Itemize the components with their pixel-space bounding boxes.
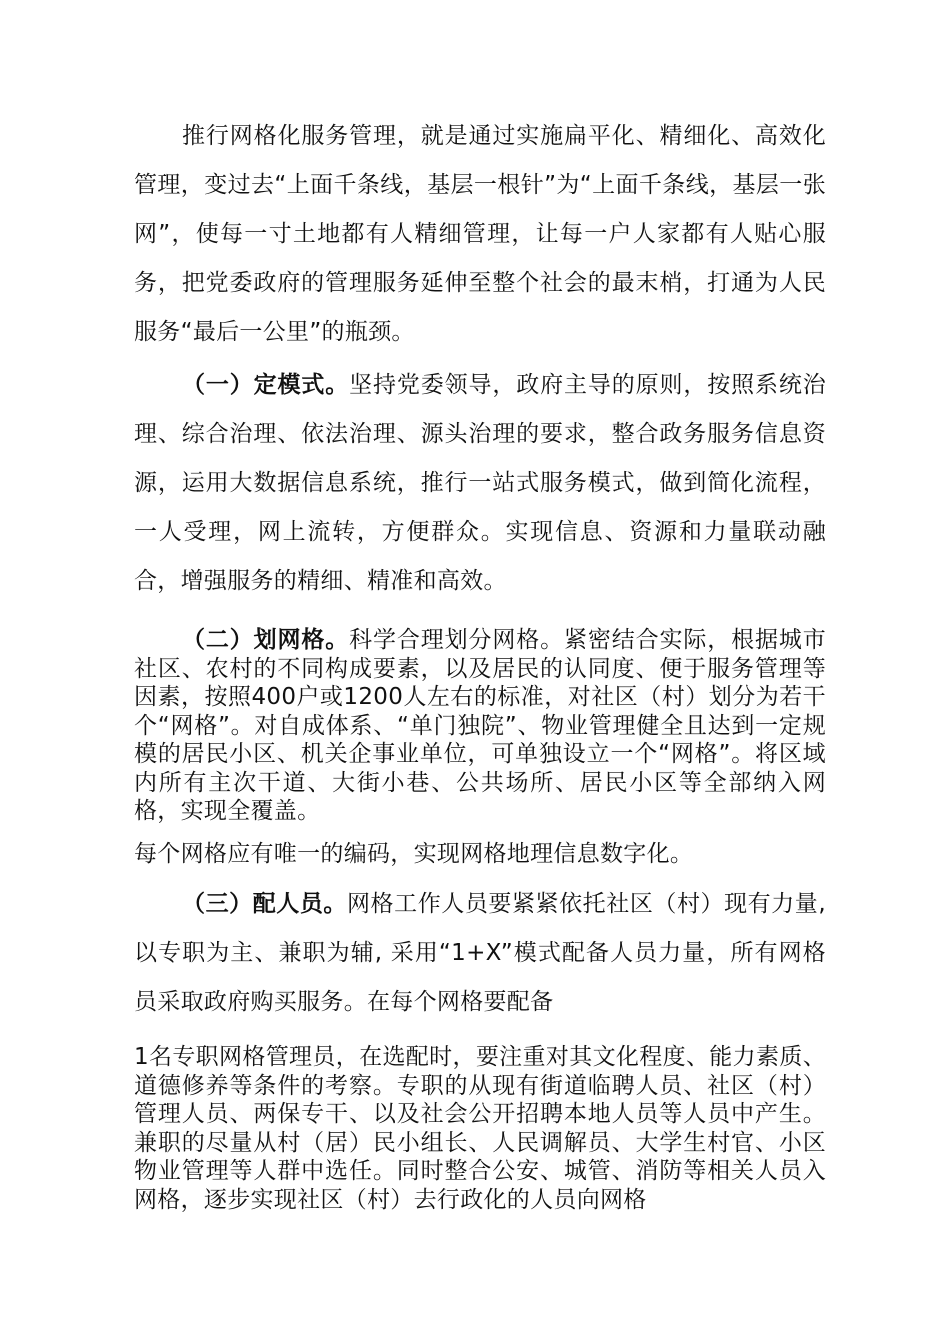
heading-define-mode: （一）定模式。 (182, 372, 350, 398)
paragraph-staffing-continued: 1名专职网格管理员，在选配时，要注重对其文化程度、能力素质、道德修养等条件的考察。专职的从现有街道临聘人员、社区（村）管理人员、两保专干、以及社会公开招聘本地人员等人员中产生。兼职的尽量从村（居）民小组长、人民调解员、大学生村官、小区物业管理等人群中选任。同时整合公安、城管、消防等相关人员入网格，逐步实现社区（村）去行政化的人员向网格 (134, 1044, 826, 1213)
heading-staffing: （三）配人员。 (182, 891, 347, 917)
body-staffing: 网格工作人员要紧紧依托社区（村）现有力量, 以专职为主、兼职为辅, 采用“1+X”模式配备人员力量，所有网格员采取政府购买服务。在每个网格要配备 (134, 891, 826, 1015)
paragraph-staffing (134, 880, 826, 1027)
paragraph-intro: 推行网格化服务管理，就是通过实施扁平化、精细化、高效化管理，变过去“上面千条线，基层一根针”为“上面千条线，基层一张网”，使每一寸土地都有人精细管理，让每一户人家都有人贴心服务，把党委政府的管理服务延伸至整个社会的最末梢，打通为人民服务“最后一公里”的瓶颈。 (134, 123, 826, 345)
body-define-mode: 坚持党委领导，政府主导的原则，按照系统治理、综合治理、依法治理、源头治理的要求，整合政务服务信息资源，运用大数据信息系统，推行一站式服务模式，做到简化流程，一人受理，网上流转，方便群众。实现信息、资源和力量联动融合，增强服务的精细、精准和高效。 (134, 372, 826, 594)
body-divide-grid: 科学合理划分网格。紧密结合实际，根据城市社区、农村的不同构成要素，以及居民的认同度、便于服务管理等因素，按照400户或1200人左右的标准，对社区（村）划分为若干个“网格”。对自成体系、“单门独院”、物业管理健全且达到一定规模的居民小区、机关企事业单位，可单独设立一个“网格”。将区域内所有主次干道、大街小巷、公共场所、居民小区等全部纳入网格，实现全覆盖。 (134, 627, 826, 824)
paragraph-define-mode (134, 361, 826, 606)
heading-divide-grid: （二）划网格。 (182, 627, 350, 653)
paragraph-grid-code: 每个网格应有唯一的编码，实现网格地理信息数字化。 (134, 841, 694, 867)
paragraph-divide-grid (134, 626, 826, 826)
